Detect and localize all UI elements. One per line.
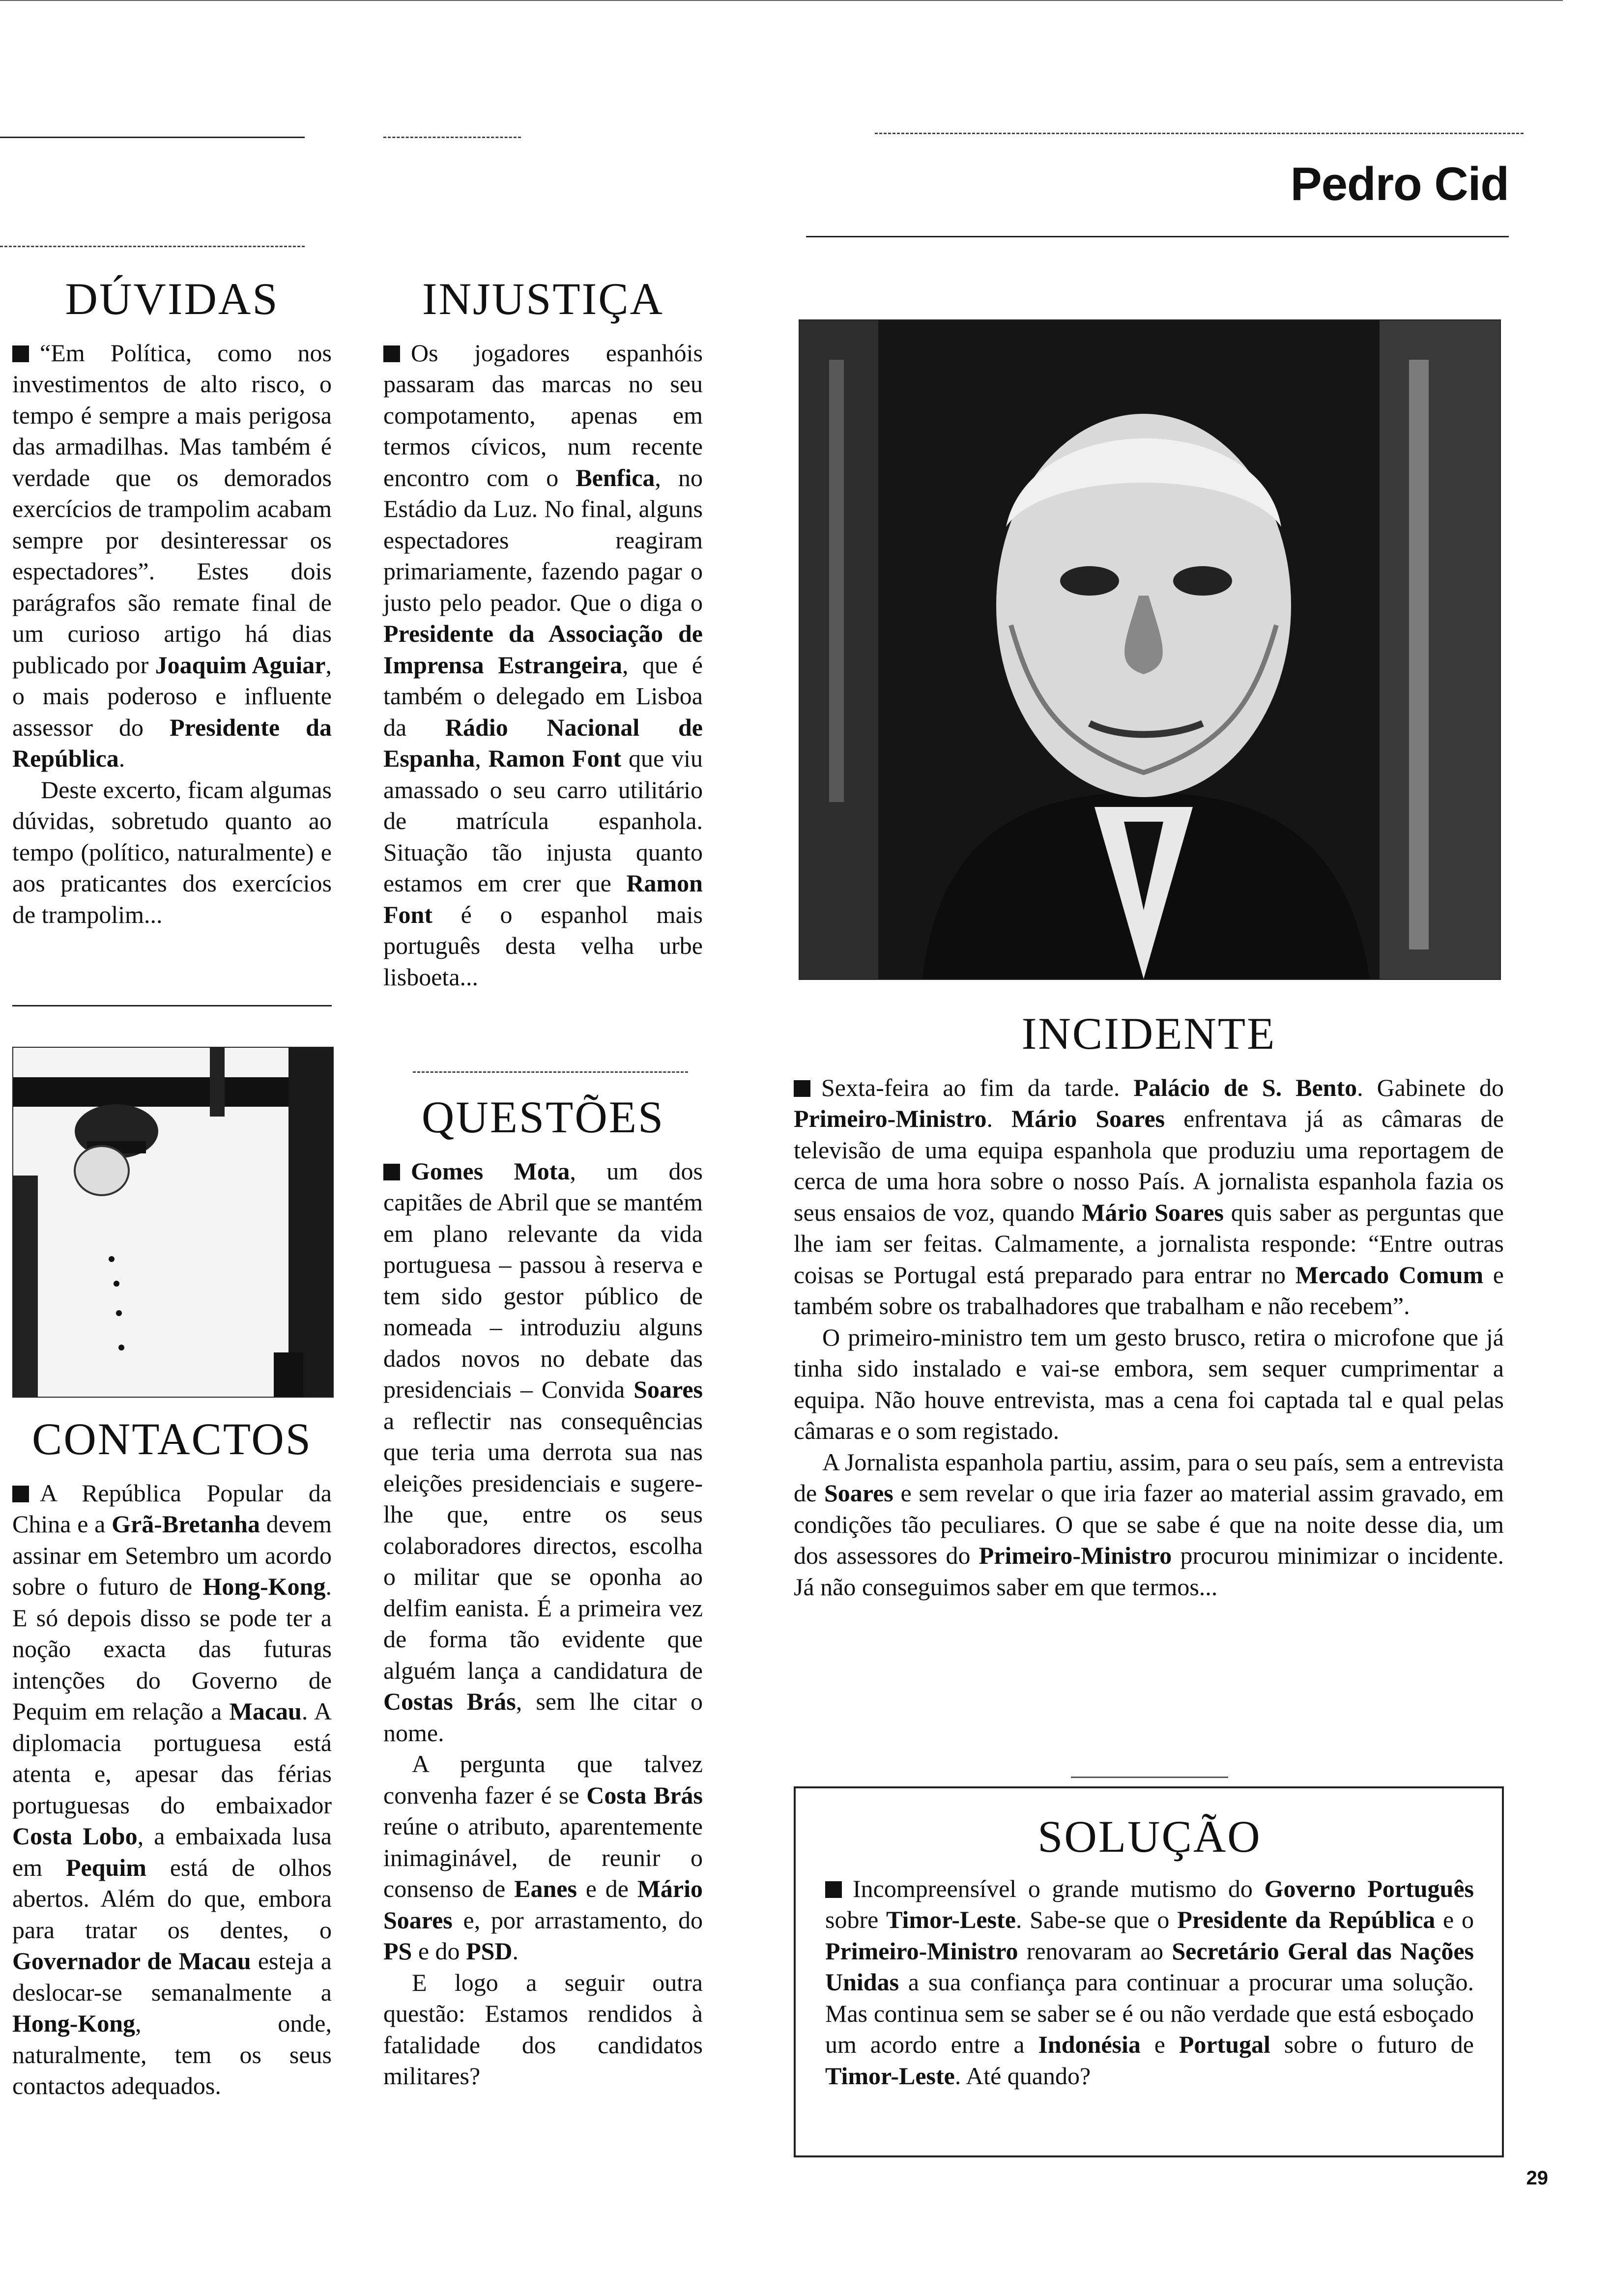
bullet-icon xyxy=(12,345,29,362)
incidente-body: Sexta-feira ao fim da tarde. Palácio de S. Bento. Gabinete do Primeiro-Ministro. Mário Soares enfrentava já as câmaras de televisão de uma equipa espanhola que produziu uma reportagem de cerca de uma hora sobre o nosso País. A jornalista espanhola fazia os seus ensaios de voz, quando Mário Soares quis saber as perguntas que lhe iam ser feitas. Calmamente, a jornalista responde: “Entre outras coisas se Portugal está preparado para entrar no Mercado Comum e também sobre os trabalhadores que trabalham e não recebem”. O primeiro-ministro tem um gesto brusco, retira o microfone que já tinha sido instalado e vai-se embora, sem sequer cumprimentar a equipa. Não houve entrevista, mas a cena foi captada tal e qual pelas câmaras e o som registado. A Jornalista espanhola partiu, assim, para o seu país, sem a entrevista de Soares e sem revelar o que iria fazer ao material assim gravado, em condições tão peculiares. O que se sabe é que na noite desse dia, um dos assessores do Primeiro-Ministro procurou minimizar o incidente. Já não conseguimos saber em que termos... xyxy=(794,1073,1504,1601)
injustica-body: Os jogadores espanhóis passaram das marcas no seu compotamento, apenas em termos cívicos, num recente encontro com o Benfica, no Estádio da Luz. No final, alguns espectadores reagiram primariamente, fazendo pagar o justo pelo peador. Que o diga o Presidente da Associação de Imprensa Estrangeira, que é também o delegado em Lisboa da Rádio Nacional de Espanha, Ramon Font que viu amassado o seu carro utilitário de matrícula espanhola. Situação tão injusta quanto estamos em crer que Ramon Font é o espanhol mais português desta velha urbe lisboeta... xyxy=(383,339,703,991)
header-rule-left xyxy=(0,137,305,138)
questoes-title: QUESTÕES xyxy=(421,1092,665,1142)
header-rule-mid xyxy=(383,137,521,138)
contactos-photo xyxy=(12,1047,334,1398)
author-underline xyxy=(806,236,1509,237)
solucao-title: SOLUÇÃO xyxy=(1037,1811,1262,1862)
bullet-icon xyxy=(825,1881,842,1898)
incidente-title: INCIDENTE xyxy=(1021,1008,1276,1059)
questoes-top-rule xyxy=(413,1071,688,1073)
solucao-box-inner-rule xyxy=(1071,1777,1228,1778)
bullet-icon xyxy=(12,1486,29,1502)
man-in-suit-portrait-image xyxy=(800,320,1500,979)
page-number: 29 xyxy=(1526,2167,1548,2189)
contactos-title: CONTACTOS xyxy=(31,1414,312,1464)
bullet-icon xyxy=(794,1080,810,1097)
header-rule-right xyxy=(875,133,1524,134)
duvidas-title: DÚVIDAS xyxy=(65,274,279,324)
portrait-photo xyxy=(799,319,1501,980)
incidente-paragraph-2: O primeiro-ministro tem um gesto brusco, retira o microfone que já tinha sido instalado e vai-se embora, sem sequer cumprimentar a equipa. Não houve entrevista, mas a cena foi captada tal e qual pelas câmaras e o som registado. xyxy=(794,1323,1504,1445)
top-rule xyxy=(0,0,1563,1)
bullet-icon xyxy=(383,1164,400,1180)
questoes-paragraph-3: E logo a seguir outra questão: Estamos rendidos à fatalidade dos candidatos militares? xyxy=(383,1968,703,2090)
solucao-body: Incompreensível o grande mutismo do Governo Português sobre Timor-Leste. Sabe-se que o Presidente da República e o Primeiro-Ministro renovaram ao Secretário Geral das Nações Unidas a sua confiança para continuar a procurar uma solução. Mas continua sem se saber se é ou não verdade que está esboçado um acordo entre a Indonésia e Portugal sobre o futuro de Timor-Leste. Até quando? xyxy=(825,1874,1474,2090)
duvidas-top-rule xyxy=(0,246,305,247)
incidente-section xyxy=(794,1010,1504,1603)
duvidas-bottom-rule xyxy=(12,1005,332,1006)
questoes-body: Gomes Mota, um dos capitães de Abril que se mantém em plano relevante da vida portuguesa – passou à reserva e tem sido gestor público de nomeada – introduziu alguns dados novos no debate das presidenciais – Convida Soares a reflectir nas consequências que teria uma derrota sua nas eleições presidenciais e sugere-lhe que, entre os seus colaboradores directos, escolha o militar que se oponha ao delfim eanista. É a primeira vez de forma tão evidente que alguém lança a candidatura de Costas Brás, sem lhe citar o nome. A pergunta que talvez convenha fazer é se Costa Brás reúne o atributo, aparentemente inimaginável, de reunir o consenso de Eanes e de Mário Soares e, por arrastamento, do PS e do PSD. E logo a seguir outra questão: Estamos rendidos à fatalidade dos candidatos militares? xyxy=(383,1156,703,2092)
duvidas-body: “Em Política, como nos investimentos de alto risco, o tempo é sempre a mais perigosa das armadilhas. Mas também é verdade que os demorados exercícios de trampolim acabam sempre por desinteressar os espectadores”. Estes dois parágrafos são remate final de um curioso artigo há dias publicado por Joaquim Aguiar, o mais poderoso e influente assessor do Presidente da República. Deste excerto, ficam algumas dúvidas, sobretudo quanto ao tempo (político, naturalmente) e aos praticantes dos exercícios de trampolim... xyxy=(12,338,332,931)
injustica-title: INJUSTIÇA xyxy=(422,274,664,324)
contactos-body: A República Popular da China e a Grã-Bretanha devem assinar em Setembro um acordo sobre o futuro de Hong-Kong. E só depois disso se pode ter a noção exacta das futuras intenções do Governo de Pequim em relação a Macau. A diplomacia portuguesa está atenta e, apesar das férias portuguesas do embaixador Costa Lobo, a embaixada lusa em Pequim está de olhos abertos. Além do que, embora para tratar os dentes, o Governador de Macau esteja a deslocar-se semanalmente a Hong-Kong, onde, naturalmente, tem os seus contactos adequados. xyxy=(12,1479,332,2100)
solucao-box xyxy=(794,1786,1504,2157)
questoes-section xyxy=(383,1093,703,2092)
contactos-section xyxy=(12,1415,332,2102)
author-name: Pedro Cid xyxy=(1290,158,1509,210)
man-in-military-uniform-image xyxy=(13,1048,333,1397)
bullet-icon xyxy=(383,345,400,362)
duvidas-paragraph-2: Deste excerto, ficam algumas dúvidas, sobretudo quanto ao tempo (político, naturalmente) e aos praticantes dos exercícios de trampolim... xyxy=(12,775,332,928)
duvidas-section xyxy=(12,275,332,930)
injustica-section xyxy=(383,275,703,993)
